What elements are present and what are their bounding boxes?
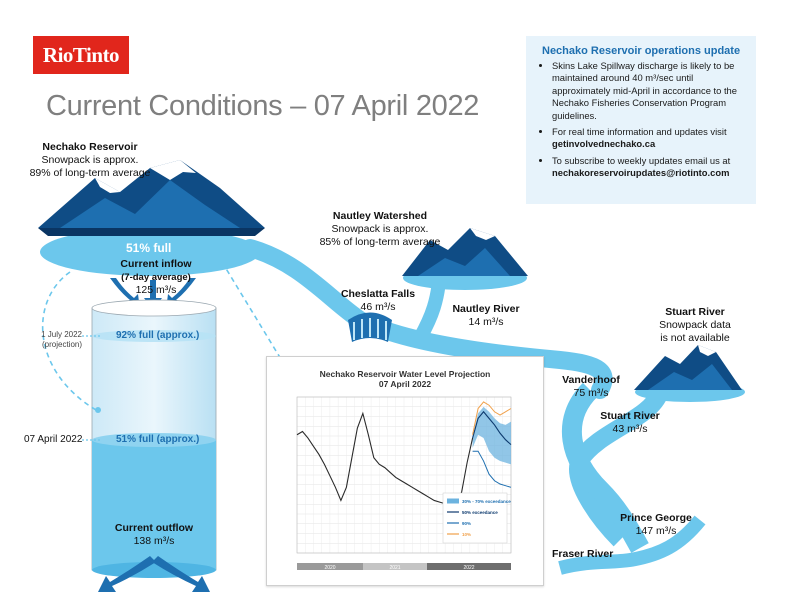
legend-label-1: 50% exceedance [462, 510, 498, 515]
year-label-0: 2020 [324, 565, 336, 571]
projection-caption: (projection) [41, 340, 82, 349]
stuart-snow-line2: is not available [660, 332, 730, 344]
nautley-river-name: Nautley River [452, 303, 520, 315]
stuart-river-snow-label [654, 306, 736, 345]
cheslatta-value: 46 m³/s [360, 301, 396, 313]
nautley-river-value: 14 m³/s [468, 316, 504, 328]
inflow-subtitle: (7-day average) [121, 272, 191, 283]
stuart-flow-name: Stuart River [600, 410, 660, 422]
prince-george-label [618, 512, 694, 538]
outflow-label [104, 522, 204, 548]
year-label-2: 2022 [463, 565, 475, 571]
update-email-text: To subscribe to weekly updates email us at [552, 154, 731, 166]
update-web-text: For real time information and updates visit [552, 126, 727, 138]
current-date-label: 07 April 2022 [24, 434, 83, 445]
nechako-reservoir-label [26, 141, 154, 180]
vanderhoof-value: 75 m³/s [573, 387, 609, 399]
stuart-snow-line1: Snowpack data [659, 319, 731, 331]
chart-title: Nechako Reservoir Water Level Projection [319, 369, 491, 379]
stuart-flow-value: 43 m³/s [612, 423, 648, 435]
update-item-web [552, 126, 752, 151]
outflow-title: Current outflow [114, 522, 194, 534]
legend-label-0: 30% - 70% exceedance [462, 499, 511, 504]
projection-level-label: 92% full (approx.) [116, 330, 200, 341]
operations-update-box [526, 36, 756, 204]
legend-label-2: 90% [462, 521, 472, 526]
update-item-email [552, 155, 752, 180]
inflow-title: Current inflow [120, 258, 192, 270]
legend-label-3: 10% [462, 532, 472, 537]
projection-date: 1 July 2022 [41, 330, 82, 339]
outflow-value: 138 m³/s [133, 535, 175, 547]
cheslatta-name: Cheslatta Falls [340, 288, 416, 300]
nechako-snow-line2: 89% of long-term average [29, 167, 151, 179]
nechako-snow-line1: Snowpack is approx. [41, 154, 139, 166]
prince-george-name: Prince George [620, 512, 692, 524]
update-item-spillway: • Skins Lake Spillway discharge is likely to be maintained around 40 m³/sec until approximately mid-April in accordance to the Nechako Fisheries Conservation Program guidelines. [552, 60, 752, 122]
nautley-snow-line1: Snowpack is approx. [331, 223, 429, 235]
waterfall-icon [348, 313, 392, 343]
inflow-value: 125 m³/s [135, 284, 177, 296]
year-label-1: 2021 [389, 565, 401, 571]
update-email-link[interactable]: nechakoreservoirupdates@riotinto.com [552, 167, 730, 179]
cheslatta-falls-label [336, 288, 420, 314]
nautley-river-label [446, 303, 526, 329]
nautley-watershed-label [318, 210, 442, 249]
chart-subtitle: 07 April 2022 [378, 379, 432, 389]
nautley-snow-line2: 85% of long-term average [319, 236, 441, 248]
stuart-snow-name: Stuart River [665, 306, 725, 318]
reservoir-fill-label: 51% full [126, 241, 172, 255]
prince-george-value: 147 m³/s [635, 525, 677, 537]
vanderhoof-name: Vanderhoof [562, 374, 620, 386]
stuart-mountain-icon [634, 345, 742, 390]
nautley-watershed-name: Nautley Watershed [332, 210, 428, 222]
update-web-link[interactable]: getinvolvednechako.ca [552, 138, 656, 150]
series-line-0 [297, 413, 473, 503]
inflow-label [96, 258, 216, 297]
rio-tinto-logo: RioTinto [33, 36, 129, 74]
water-level-chart [267, 357, 543, 585]
fraser-river-label: Fraser River [552, 548, 614, 560]
water-level-chart-panel [266, 356, 544, 586]
nechako-reservoir-name: Nechako Reservoir [42, 141, 138, 153]
page-title: Current Conditions – 07 April 2022 [46, 90, 480, 122]
vanderhoof-label [556, 374, 626, 400]
update-list [538, 60, 752, 184]
projection-note [30, 330, 82, 350]
current-level-label: 51% full (approx.) [116, 434, 200, 445]
update-heading: Nechako Reservoir operations update [542, 45, 741, 57]
stuart-river-flow-label [596, 410, 664, 436]
